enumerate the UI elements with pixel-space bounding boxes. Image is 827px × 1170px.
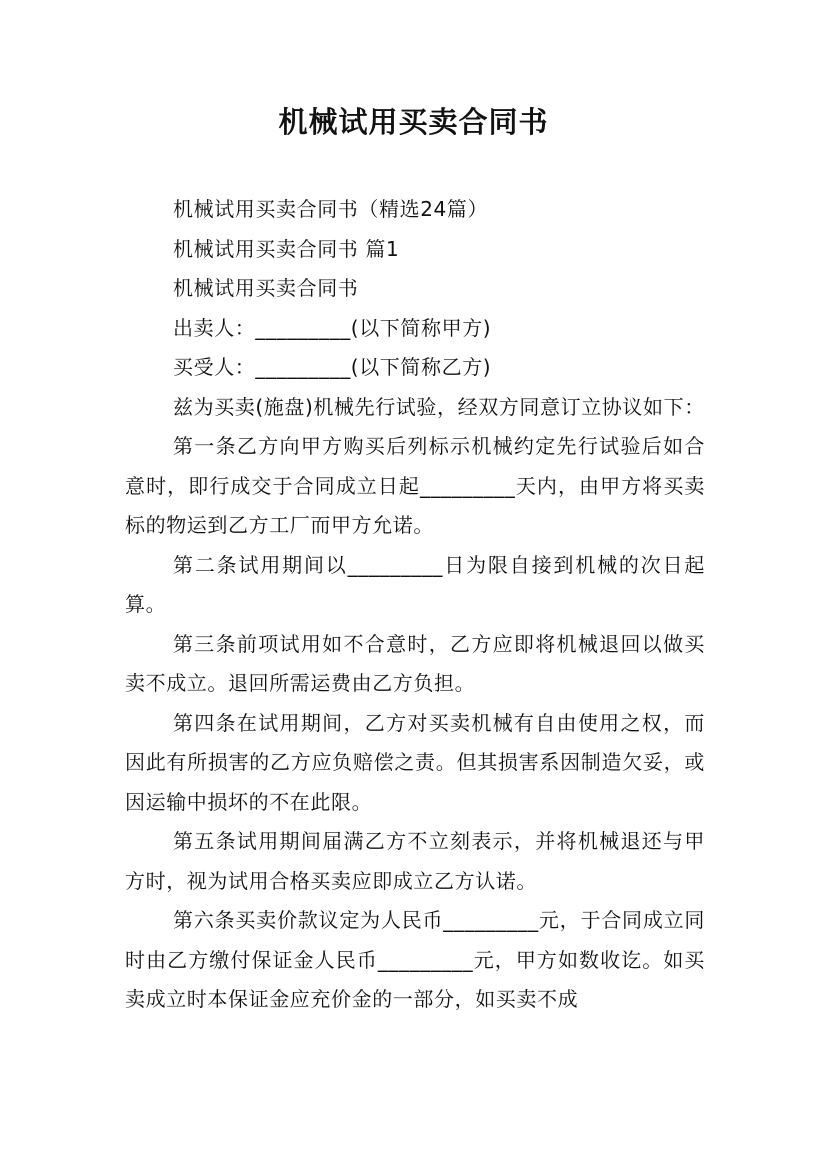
paragraph-preamble: 兹为买卖(施盘)机械先行试验，经双方同意订立协议如下： (173, 394, 705, 419)
paragraph-seller: 出卖人：_________(以下简称甲方) (173, 315, 492, 340)
paragraph-article-6: 第六条买卖价款议定为人民币_________元，于合同成立同时由乙方缴付保证金人民币_________元，甲方如数收讫。如买卖成立时本保证金应充价金的一部分，如买卖不成 (125, 908, 705, 1011)
paragraph-subtitle: 机械试用买卖合同书（精选24篇） (173, 197, 489, 221)
document-body (125, 190, 705, 1020)
document-title: 机械试用买卖合同书 (278, 105, 549, 139)
paragraph-article-2: 第二条试用期间以_________日为限自接到机械的次日起算。 (125, 552, 705, 616)
paragraph-article-4: 第四条在试用期间，乙方对买卖机械有自由使用之权，而因此有所损害的乙方应负赔偿之责。但其损害系因制造欠妥，或因运输中损坏的不在此限。 (125, 710, 705, 814)
paragraph-article-5: 第五条试用期间届满乙方不立刻表示，并将机械退还与甲方时，视为试用合格买卖应即成立乙方认诺。 (125, 829, 705, 893)
paragraph-buyer: 买受人：_________(以下简称乙方) (173, 355, 492, 379)
paragraph-article-3: 第三条前项试用如不合意时，乙方应即将机械退回以做买卖不成立。退回所需运费由乙方负担。 (125, 631, 705, 695)
paragraph-contract-name: 机械试用买卖合同书 (173, 276, 359, 300)
paragraph-section-heading: 机械试用买卖合同书 篇1 (173, 236, 400, 261)
paragraph-article-1: 第一条乙方向甲方购买后列标示机械约定先行试验后如合意时，即行成交于合同成立日起_________天内，由甲方将买卖标的物运到乙方工厂而甲方允诺。 (125, 434, 705, 537)
